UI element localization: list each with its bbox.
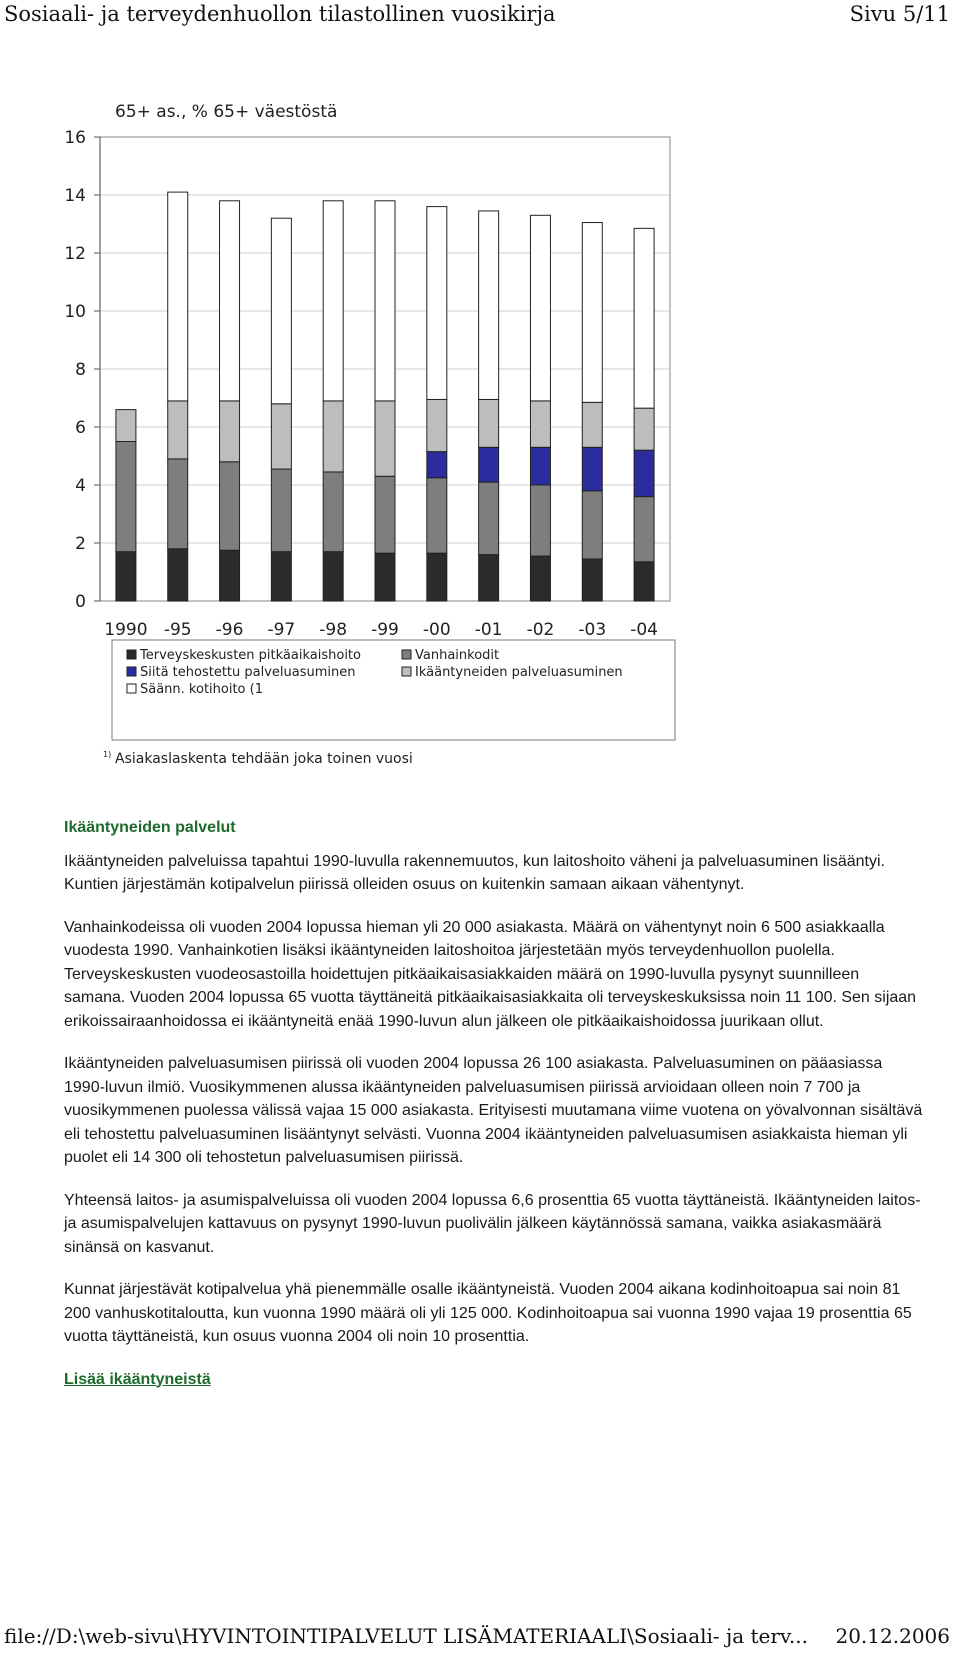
bar-segment bbox=[323, 201, 343, 401]
legend-swatch bbox=[127, 684, 136, 693]
bar-segment bbox=[220, 550, 240, 601]
bar-segment bbox=[479, 482, 499, 554]
bar-segment bbox=[375, 476, 395, 553]
legend-label: Säänn. kotihoito (1 bbox=[140, 682, 263, 697]
bar-segment bbox=[168, 549, 188, 601]
bar-segment bbox=[427, 452, 447, 478]
bar-segment bbox=[116, 410, 136, 442]
bar-segment bbox=[634, 408, 654, 450]
x-tick-label: 1990 bbox=[104, 620, 148, 640]
legend-label: Vanhainkodit bbox=[415, 648, 500, 663]
bar-segment bbox=[582, 223, 602, 403]
bar-segment bbox=[530, 215, 550, 401]
section-title: Ikääntyneiden palvelut bbox=[64, 819, 236, 836]
legend-swatch bbox=[127, 667, 136, 676]
x-tick-label: -98 bbox=[319, 620, 348, 640]
bar-segment bbox=[634, 497, 654, 562]
bar-segment bbox=[220, 462, 240, 550]
bar-segment bbox=[582, 491, 602, 559]
bar-segment bbox=[582, 559, 602, 601]
file-path: file://D:\web-sivu\HYVINTOINTIPALVELUT LISÄMATERIAALI\Sosiaali- ja terv... bbox=[4, 1624, 808, 1648]
x-tick-label: -96 bbox=[215, 620, 244, 640]
bar-segment bbox=[479, 399, 499, 447]
y-tick-label: 14 bbox=[64, 186, 86, 206]
bar-segment bbox=[582, 402, 602, 447]
y-tick-label: 10 bbox=[64, 302, 86, 322]
bar-segment bbox=[427, 207, 447, 400]
legend-swatch bbox=[127, 650, 136, 659]
bar-segment bbox=[479, 555, 499, 601]
bar-segment bbox=[271, 552, 291, 601]
y-tick-label: 6 bbox=[75, 418, 86, 438]
bar-segment bbox=[634, 562, 654, 601]
y-tick-label: 0 bbox=[75, 592, 86, 612]
x-tick-label: -97 bbox=[267, 620, 296, 640]
bar-segment bbox=[375, 201, 395, 401]
legend-label: Terveyskeskusten pitkäaikaishoito bbox=[140, 648, 361, 663]
y-tick-label: 12 bbox=[64, 244, 86, 264]
bar-segment bbox=[427, 478, 447, 553]
bar-segment bbox=[634, 450, 654, 496]
bar-segment bbox=[168, 459, 188, 549]
x-tick-label: -03 bbox=[578, 620, 607, 640]
bar-segment bbox=[116, 442, 136, 552]
legend-label: Ikääntyneiden palveluasuminen bbox=[415, 665, 623, 680]
y-tick-label: 4 bbox=[75, 476, 86, 496]
bar-segment bbox=[530, 556, 550, 601]
x-tick-label: -02 bbox=[526, 620, 555, 640]
paragraph: Yhteensä laitos- ja asumispalveluissa oli vuoden 2004 lopussa 6,6 prosenttia 65 vuotta täyttäneistä. Ikääntyneiden laitos- ja asumispalvelujen kattavuus on pysynyt 1990-luvun puolivälin jälkeen käytännössä samana, vaikka asiakasmäärä sinänsä on kasvanut. bbox=[64, 1191, 921, 1256]
bar-segment bbox=[427, 399, 447, 451]
bar-segment bbox=[271, 218, 291, 404]
legend-swatch bbox=[402, 667, 411, 676]
more-about-elderly-link[interactable]: Lisää ikääntyneistä bbox=[64, 1370, 211, 1388]
bar-segment bbox=[427, 553, 447, 601]
chart-footnote: Asiakaslaskenta tehdään joka toinen vuosi bbox=[115, 751, 413, 767]
y-tick-label: 2 bbox=[75, 534, 86, 554]
page-number: Sivu 5/11 bbox=[849, 2, 950, 26]
bar-segment bbox=[530, 485, 550, 556]
bar-segment bbox=[530, 447, 550, 485]
chart-title: 65+ as., % 65+ väestöstä bbox=[115, 102, 338, 122]
paragraph: Ikääntyneiden palveluasumisen piirissä oli vuoden 2004 lopussa 26 100 asiakasta. Palveluasuminen on pääasiassa 1990-luvun ilmiö. Vuosikymmenen alussa ikääntyneiden palveluasumisen piirissä arvioidaan olleen noin 7 700 ja vuosikymmenen puolessa välissä vajaa 15 000 asiakasta. Erityisesti muutamana viime vuotena on yövalvonnan sisältävä eli tehostettu palveluasuminen lisääntynyt selvästi. Vuonna 2004 ikääntyneiden palveluasumisen asiakkaista hieman yli puolet eli 14 300 oli tehostetun palveluasumisen piirissä. bbox=[64, 1055, 923, 1166]
bar-segment bbox=[271, 469, 291, 552]
x-tick-label: -01 bbox=[474, 620, 503, 640]
bar-segment bbox=[323, 472, 343, 552]
bar-segment bbox=[530, 401, 550, 447]
legend-label: Siitä tehostettu palveluasuminen bbox=[140, 665, 356, 680]
bar-segment bbox=[375, 401, 395, 476]
bar-segment bbox=[168, 192, 188, 401]
paragraph: Kunnat järjestävät kotipalvelua yhä pienemmälle osalle ikääntyneistä. Vuoden 2004 aikana kodinhoitoapua sai noin 81 200 vanhuskotitaloutta, kun vuonna 1990 määrä oli yli 125 000. Kodinhoitoapua sai vuonna 1990 vajaa 19 prosenttia 65 vuotta täyttäneistä, kun osuus vuonna 2004 oli noin 10 prosenttia. bbox=[64, 1281, 912, 1345]
x-tick-label: -95 bbox=[163, 620, 192, 640]
bar-segment bbox=[479, 447, 499, 482]
bar-segment bbox=[271, 404, 291, 469]
y-tick-label: 8 bbox=[75, 360, 86, 380]
bar-segment bbox=[168, 401, 188, 459]
bar-segment bbox=[220, 401, 240, 462]
y-tick-label: 16 bbox=[64, 128, 86, 148]
paragraph: Vanhainkodeissa oli vuoden 2004 lopussa hieman yli 20 000 asiakasta. Määrä on vähentynyt noin 6 500 asiakkaalla vuodesta 1990. Vanhainkotien lisäksi ikääntyneiden laitoshoitoa järjestetään myös terveydenhuollon puolella. Terveyskeskusten vuodeosastoilla hoidettujen pitkäaikaisasiakkaiden määrä on 1990-luvulla pysynyt suunnilleen samana. Vuoden 2004 lopussa 65 vuotta täyttäneitä pitkäaikaisasiakkaita oli terveyskeskuksissa noin 11 100. Sen sijaan erikoissairaanhoidossa ei ikääntyneitä enää 1990-luvun alun jälkeen ole pitkäaikaishoidossa juurikaan ollut. bbox=[64, 918, 917, 1030]
bar-segment bbox=[634, 228, 654, 408]
bar-segment bbox=[323, 552, 343, 601]
print-date: 20.12.2006 bbox=[835, 1624, 950, 1648]
bar-segment bbox=[375, 553, 395, 601]
article bbox=[64, 816, 924, 1391]
x-tick-label: -04 bbox=[630, 620, 658, 640]
document-title: Sosiaali- ja terveydenhuollon tilastollinen vuosikirja bbox=[4, 2, 556, 26]
paragraph: Ikääntyneiden palveluissa tapahtui 1990-luvulla rakennemuutos, kun laitoshoito väheni ja palveluasuminen lisääntyi. Kuntien järjestämän kotipalvelun piirissä olleiden osuus on kuitenkin samaan aikaan vähentynyt. bbox=[64, 852, 885, 893]
bar-segment bbox=[479, 211, 499, 400]
bar-segment bbox=[582, 447, 602, 491]
footnote-marker: 1) bbox=[103, 750, 112, 759]
x-tick-label: -00 bbox=[422, 620, 451, 640]
legend-swatch bbox=[402, 650, 411, 659]
bar-segment bbox=[323, 401, 343, 472]
bar-segment bbox=[220, 201, 240, 401]
stacked-bar-chart bbox=[55, 95, 725, 775]
x-tick-label: -99 bbox=[371, 620, 399, 640]
bar-segment bbox=[116, 552, 136, 601]
